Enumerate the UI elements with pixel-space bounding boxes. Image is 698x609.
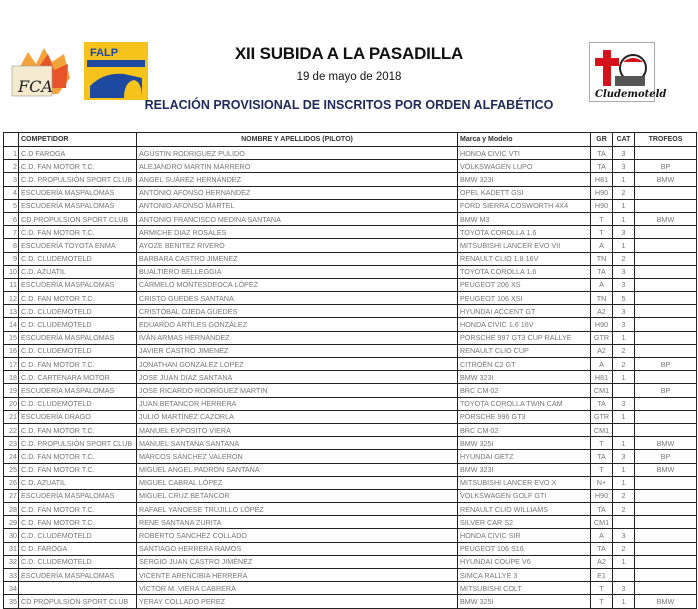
- cell-grupo: T: [591, 437, 613, 450]
- cell-grupo: H81: [591, 173, 613, 186]
- cell-piloto: ARMICHE DIAZ ROSALES: [137, 226, 458, 239]
- cell-trofeos: BP: [635, 384, 697, 397]
- page-subtitle: RELACIÓN PROVISIONAL DE INSCRITOS POR ORDEN ALFABÉTICO: [144, 98, 554, 112]
- cell-trofeos: [635, 226, 697, 239]
- cell-trofeos: BMW: [635, 595, 697, 608]
- cell-trofeos: [635, 555, 697, 568]
- cell-grupo: T: [591, 212, 613, 225]
- page-title: XII SUBIDA A LA PASADILLA: [234, 44, 464, 63]
- cell-grupo: H81: [591, 371, 613, 384]
- cell-trofeos: [635, 278, 697, 291]
- cell-trofeos: [635, 397, 697, 410]
- table-row: [4, 410, 697, 423]
- cell-grupo: TA: [591, 147, 613, 160]
- cell-categoria: [613, 516, 635, 529]
- cell-entry-number: 2: [4, 160, 19, 173]
- cell-piloto: SERGIO JUAN CASTRO JIMÉNEZ: [137, 555, 458, 568]
- cell-grupo: CM1: [591, 423, 613, 436]
- cell-trofeos: BMW: [635, 212, 697, 225]
- cell-grupo: E1: [591, 569, 613, 582]
- cell-grupo: TN: [591, 252, 613, 265]
- cell-categoria: 3: [613, 529, 635, 542]
- cell-grupo: A2: [591, 555, 613, 568]
- cell-marca-modelo: PORSCHE 997 GT3 CUP RALLYE: [458, 331, 591, 344]
- cell-marca-modelo: HYUNDAI COUPE V6: [458, 555, 591, 568]
- cell-competidor: C.D. CLUDEMOTELD: [19, 252, 137, 265]
- cell-competidor: CD PROPULSION SPORT CLUB: [19, 595, 137, 608]
- cell-categoria: 1: [613, 410, 635, 423]
- cell-competidor: ESCUDERÍA MASPALOMAS: [19, 569, 137, 582]
- cell-categoria: 1: [613, 476, 635, 489]
- cell-categoria: 3: [613, 318, 635, 331]
- cell-entry-number: 16: [4, 344, 19, 357]
- cell-trofeos: [635, 186, 697, 199]
- cell-entry-number: 23: [4, 437, 19, 450]
- cell-grupo: TA: [591, 265, 613, 278]
- cell-categoria: [613, 423, 635, 436]
- col-number: [4, 133, 19, 147]
- cell-competidor: C.D. AZUATIL: [19, 476, 137, 489]
- cell-trofeos: BP: [635, 450, 697, 463]
- cell-marca-modelo: HONDA CIVIC VTI: [458, 147, 591, 160]
- table-row: [4, 569, 697, 582]
- col-trofeos: TROFEOS: [635, 133, 697, 147]
- cell-piloto: MIGUEL ANGEL PADRON SANTANA: [137, 463, 458, 476]
- cell-competidor: C.D. FAN MOTOR T.C.: [19, 450, 137, 463]
- cell-grupo: TN: [591, 292, 613, 305]
- cell-piloto: JAVIER CASTRO JIMENEZ: [137, 344, 458, 357]
- cell-marca-modelo: PEUGEOT 206 XS: [458, 278, 591, 291]
- table-row: [4, 199, 697, 212]
- cell-categoria: [613, 569, 635, 582]
- cell-grupo: A2: [591, 344, 613, 357]
- cell-competidor: CD PROPULSION SPORT CLUB: [19, 212, 137, 225]
- cell-competidor: C.D. FAN MOTOR T.C.: [19, 423, 137, 436]
- cell-competidor: C.D. PROPULSIÓN SPORT CLUB: [19, 437, 137, 450]
- table-row: [4, 186, 697, 199]
- svg-text:Cludemoteld: Cludemoteld: [595, 89, 667, 100]
- cell-trofeos: [635, 318, 697, 331]
- cell-categoria: 1: [613, 555, 635, 568]
- cell-grupo: H90: [591, 199, 613, 212]
- col-competidor: COMPETIDOR: [19, 133, 137, 147]
- table-row: [4, 516, 697, 529]
- cell-piloto: JOSE JUAN DIAZ SANTANA: [137, 371, 458, 384]
- cell-categoria: 2: [613, 358, 635, 371]
- cell-entry-number: 29: [4, 516, 19, 529]
- cell-entry-number: 34: [4, 582, 19, 595]
- table-row: [4, 384, 697, 397]
- table-row: [4, 147, 697, 160]
- cell-grupo: A: [591, 529, 613, 542]
- table-row: [4, 358, 697, 371]
- cell-trofeos: [635, 292, 697, 305]
- cell-categoria: 1: [613, 173, 635, 186]
- cell-competidor: C.D. CLUDEMOTELD: [19, 555, 137, 568]
- table-row: [4, 226, 697, 239]
- cell-categoria: 3: [613, 582, 635, 595]
- cell-marca-modelo: BMW 323I: [458, 463, 591, 476]
- cell-grupo: H90: [591, 318, 613, 331]
- cell-competidor: C.D FAROGA: [19, 147, 137, 160]
- cell-entry-number: 18: [4, 371, 19, 384]
- cell-piloto: IVÁN ARMAS HERNÁNDEZ: [137, 331, 458, 344]
- table-row: [4, 489, 697, 502]
- cell-entry-number: 5: [4, 199, 19, 212]
- cell-marca-modelo: PORSCHE 996 GT3: [458, 410, 591, 423]
- table-row: [4, 423, 697, 436]
- cell-marca-modelo: BMW 325I: [458, 595, 591, 608]
- cell-categoria: 3: [613, 160, 635, 173]
- cell-trofeos: [635, 569, 697, 582]
- cell-piloto: AGUSTIN RODRIGUEZ PULIDO: [137, 147, 458, 160]
- cell-categoria: 1: [613, 595, 635, 608]
- cell-piloto: JONATHAN GONZALEZ LOPEZ: [137, 358, 458, 371]
- cell-grupo: H90: [591, 186, 613, 199]
- col-piloto: NOMBRE Y APELLIDOS (PILOTO): [137, 133, 458, 147]
- cell-piloto: ANTONIO FRANCISCO MEDINA SANTANA: [137, 212, 458, 225]
- cell-competidor: C.D. FAN MOTOR T.C.: [19, 160, 137, 173]
- cell-piloto: EDUARDO ARTILES GONZÁLEZ: [137, 318, 458, 331]
- cell-categoria: 1: [613, 371, 635, 384]
- entries-table: [3, 132, 697, 609]
- cell-marca-modelo: HONDA CIVIC 1.6 16V: [458, 318, 591, 331]
- table-row: [4, 529, 697, 542]
- cell-piloto: BUALTIERO BELLEGGIA: [137, 265, 458, 278]
- table-row: [4, 160, 697, 173]
- cell-marca-modelo: MITSUBISHI COLT: [458, 582, 591, 595]
- cell-marca-modelo: BMW 325I: [458, 437, 591, 450]
- table-row: [4, 212, 697, 225]
- col-gr: GR: [591, 133, 613, 147]
- cell-trofeos: [635, 542, 697, 555]
- cell-marca-modelo: TOYOTA COROLLA TWIN CAM: [458, 397, 591, 410]
- cell-marca-modelo: SIMCA RALLYE 3: [458, 569, 591, 582]
- cell-marca-modelo: SILVER CAR S2: [458, 516, 591, 529]
- table-row: [4, 450, 697, 463]
- cell-competidor: C.D. FAN MOTOR T.C.: [19, 463, 137, 476]
- table-header-row: [4, 133, 697, 147]
- cell-categoria: 3: [613, 147, 635, 160]
- cell-piloto: CRISTÓBAL OJEDA GUEDES: [137, 305, 458, 318]
- cell-grupo: T: [591, 463, 613, 476]
- cell-trofeos: [635, 344, 697, 357]
- cell-grupo: TA: [591, 450, 613, 463]
- table-row: [4, 476, 697, 489]
- cell-trofeos: BMW: [635, 463, 697, 476]
- cell-grupo: GTR: [591, 331, 613, 344]
- cell-marca-modelo: MITSUBISHI LANCER EVO VII: [458, 239, 591, 252]
- cell-competidor: ESCUDERÍA TOYOTA ENMA: [19, 239, 137, 252]
- cell-piloto: RENE SANTANA ZURITA: [137, 516, 458, 529]
- cell-marca-modelo: FORD SIERRA COSWORTH 4X4: [458, 199, 591, 212]
- cell-grupo: A: [591, 239, 613, 252]
- cell-marca-modelo: VOLKSWAGEN LUPO: [458, 160, 591, 173]
- cell-categoria: 2: [613, 186, 635, 199]
- cell-competidor: C.D. PROPULSIÓN SPORT CLUB: [19, 173, 137, 186]
- cell-categoria: 1: [613, 463, 635, 476]
- cell-trofeos: BMW: [635, 173, 697, 186]
- cell-entry-number: 3: [4, 173, 19, 186]
- cell-competidor: C.D. FAROGA: [19, 542, 137, 555]
- cell-categoria: 3: [613, 305, 635, 318]
- cell-trofeos: [635, 239, 697, 252]
- cell-trofeos: [635, 489, 697, 502]
- cell-piloto: MANUEL EXPOSITO VIERA: [137, 423, 458, 436]
- cell-categoria: 2: [613, 344, 635, 357]
- cell-marca-modelo: BMW 323I: [458, 371, 591, 384]
- cell-competidor: ESCUDERÍA MASPALOMAS: [19, 186, 137, 199]
- cell-trofeos: [635, 305, 697, 318]
- table-row: [4, 555, 697, 568]
- cell-piloto: ROBERTO SANCHEZ COLLADO: [137, 529, 458, 542]
- cell-trofeos: [635, 265, 697, 278]
- cell-entry-number: 12: [4, 292, 19, 305]
- cell-competidor: C.D. FAN MOTOR T.C.: [19, 292, 137, 305]
- table-row: [4, 173, 697, 186]
- cell-trofeos: BP: [635, 358, 697, 371]
- cell-categoria: 3: [613, 265, 635, 278]
- cell-marca-modelo: CITROËN C2 GT: [458, 358, 591, 371]
- cell-piloto: ALEJANDRO MARTIN MARRERO: [137, 160, 458, 173]
- table-row: [4, 542, 697, 555]
- cell-grupo: TA: [591, 160, 613, 173]
- cell-piloto: SANTIAGO HERRERA RAMOS: [137, 542, 458, 555]
- cell-entry-number: 22: [4, 423, 19, 436]
- cell-competidor: ESCUDERÍA DRAGO: [19, 410, 137, 423]
- cell-trofeos: [635, 147, 697, 160]
- cell-competidor: ESCUDERÍA MASPALOMAS: [19, 384, 137, 397]
- cell-competidor: ESCUDERÍA MASPALOMAS: [19, 199, 137, 212]
- cell-competidor: C.D. CARTENARA MOTOR: [19, 371, 137, 384]
- cell-piloto: MANUEL SANTANA SANTANA: [137, 437, 458, 450]
- cell-piloto: ANGEL SUÁREZ HERNÁNDEZ: [137, 173, 458, 186]
- event-date: 19 de mayo de 2018: [296, 71, 402, 83]
- cell-competidor: ESCUDERÍA MASPALOMAS: [19, 278, 137, 291]
- cell-trofeos: [635, 516, 697, 529]
- cell-trofeos: BP: [635, 160, 697, 173]
- cell-entry-number: 13: [4, 305, 19, 318]
- cell-piloto: AYOZE BENITEZ RIVERO: [137, 239, 458, 252]
- cell-categoria: 3: [613, 226, 635, 239]
- cell-competidor: C.D. CLUDEMOTELD: [19, 344, 137, 357]
- cell-marca-modelo: TOYOTA COROLLA 1.6: [458, 226, 591, 239]
- cell-marca-modelo: BRC CM 02: [458, 384, 591, 397]
- cell-entry-number: 10: [4, 265, 19, 278]
- cell-grupo: TA: [591, 503, 613, 516]
- cell-grupo: TA: [591, 397, 613, 410]
- cell-piloto: MIGUEL CRUZ BETANCOR: [137, 489, 458, 502]
- table-row: [4, 371, 697, 384]
- table-row: [4, 278, 697, 291]
- cell-marca-modelo: BMW M3: [458, 212, 591, 225]
- cell-competidor: C.D. FAN MOTOR T.C.: [19, 358, 137, 371]
- cell-competidor: C.D. FAN MOTOR T.C.: [19, 226, 137, 239]
- cell-entry-number: 33: [4, 569, 19, 582]
- cell-entry-number: 21: [4, 410, 19, 423]
- table-row: [4, 397, 697, 410]
- cell-marca-modelo: PEUGEOT 106 S16: [458, 542, 591, 555]
- cell-piloto: MARCOS SÁNCHEZ VALERON: [137, 450, 458, 463]
- cell-grupo: T: [591, 595, 613, 608]
- cell-piloto: MIGUEL CABRAL LÓPEZ: [137, 476, 458, 489]
- cell-marca-modelo: RENAULT CLIO 1.8 16V: [458, 252, 591, 265]
- table-row: [4, 265, 697, 278]
- cell-marca-modelo: HYUNDAI GETZ: [458, 450, 591, 463]
- cell-trofeos: [635, 582, 697, 595]
- table-row: [4, 595, 697, 608]
- cell-piloto: CRISTO GUEDES SANTANA: [137, 292, 458, 305]
- cell-entry-number: 7: [4, 226, 19, 239]
- cell-piloto: JULIO MARTÍNEZ CAZORLA: [137, 410, 458, 423]
- cell-entry-number: 24: [4, 450, 19, 463]
- cell-grupo: A2: [591, 305, 613, 318]
- cell-piloto: ANTONIO AFONSO HERNANDEZ: [137, 186, 458, 199]
- table-row: [4, 305, 697, 318]
- cell-trofeos: [635, 331, 697, 344]
- cell-categoria: 1: [613, 212, 635, 225]
- cell-piloto: BARBARA CASTRO JIMENEZ: [137, 252, 458, 265]
- cell-entry-number: 8: [4, 239, 19, 252]
- cell-entry-number: 35: [4, 595, 19, 608]
- cell-entry-number: 26: [4, 476, 19, 489]
- cell-competidor: C.D. CLUDEMOTELD: [19, 529, 137, 542]
- cell-entry-number: 15: [4, 331, 19, 344]
- cell-grupo: H90: [591, 489, 613, 502]
- cell-competidor: ESCUDERÍA MASPALOMAS: [19, 331, 137, 344]
- cell-grupo: N+: [591, 476, 613, 489]
- cell-competidor: [19, 582, 137, 595]
- cell-categoria: 1: [613, 239, 635, 252]
- cell-categoria: 3: [613, 278, 635, 291]
- cell-marca-modelo: RENAULT CLIO WILLIAMS: [458, 503, 591, 516]
- cell-marca-modelo: PEUGEOT 106 XSI: [458, 292, 591, 305]
- cell-categoria: 3: [613, 450, 635, 463]
- cell-marca-modelo: MITSUBISHI LANCER EVO X: [458, 476, 591, 489]
- cell-competidor: C.D. CLUDEMOTELD: [19, 305, 137, 318]
- cell-categoria: [613, 384, 635, 397]
- cell-entry-number: 20: [4, 397, 19, 410]
- cell-piloto: RAFAEL YANOESE TRUJILLO LÓPEZ: [137, 503, 458, 516]
- cell-marca-modelo: TOYOTA COROLLA 1.6: [458, 265, 591, 278]
- cell-entry-number: 19: [4, 384, 19, 397]
- cell-grupo: GTR: [591, 410, 613, 423]
- cell-entry-number: 17: [4, 358, 19, 371]
- cell-trofeos: [635, 423, 697, 436]
- col-marca-modelo: Marca y Modelo: [458, 133, 591, 147]
- cell-trofeos: [635, 199, 697, 212]
- cell-entry-number: 31: [4, 542, 19, 555]
- table-row: [4, 437, 697, 450]
- cell-entry-number: 14: [4, 318, 19, 331]
- cell-categoria: 1: [613, 331, 635, 344]
- cell-trofeos: [635, 476, 697, 489]
- cell-marca-modelo: BMW 323I: [458, 173, 591, 186]
- cell-piloto: JUAN BETANCOR HERRERA: [137, 397, 458, 410]
- cell-competidor: C.D. AZUATIL: [19, 265, 137, 278]
- cell-piloto: VÍCTOR M. VIERA CABRERA: [137, 582, 458, 595]
- table-row: [4, 582, 697, 595]
- cell-trofeos: [635, 371, 697, 384]
- cell-piloto: CARMELO MONTESDEOCA LÓPEZ: [137, 278, 458, 291]
- cell-piloto: VICENTE ARENCIBIA HERRERA: [137, 569, 458, 582]
- cell-piloto: JOSE RICARDO RODRÍGUEZ MARTIN: [137, 384, 458, 397]
- cell-entry-number: 25: [4, 463, 19, 476]
- cell-marca-modelo: HYUNDAI ACCENT GT: [458, 305, 591, 318]
- cell-grupo: A: [591, 278, 613, 291]
- table-row: [4, 331, 697, 344]
- cell-grupo: CM1: [591, 384, 613, 397]
- cell-categoria: 2: [613, 542, 635, 555]
- table-row: [4, 318, 697, 331]
- cell-entry-number: 11: [4, 278, 19, 291]
- table-row: [4, 344, 697, 357]
- cell-marca-modelo: RENAULT CLIO CUP: [458, 344, 591, 357]
- col-cat: CAT: [613, 133, 635, 147]
- cell-competidor: C.D. CLUDEMOTELD: [19, 397, 137, 410]
- cell-entry-number: 6: [4, 212, 19, 225]
- cell-piloto: ANTONIO AFONSO MARTEL: [137, 199, 458, 212]
- cell-competidor: ESCUDERÍA MASPALOMAS: [19, 489, 137, 502]
- table-row: [4, 503, 697, 516]
- cell-competidor: C.D. CLUDEMOTELD: [19, 318, 137, 331]
- cell-trofeos: [635, 503, 697, 516]
- cell-trofeos: [635, 410, 697, 423]
- cell-categoria: 2: [613, 489, 635, 502]
- cell-piloto: YERAY COLLADO PEREZ: [137, 595, 458, 608]
- cell-competidor: C.D. FAN MOTOR T.C.: [19, 503, 137, 516]
- table-row: [4, 239, 697, 252]
- table-row: [4, 292, 697, 305]
- cell-entry-number: 30: [4, 529, 19, 542]
- svg-text:FCA: FCA: [18, 77, 53, 96]
- cell-marca-modelo: HONDA CIVIC SIR: [458, 529, 591, 542]
- cell-entry-number: 32: [4, 555, 19, 568]
- cell-categoria: 1: [613, 437, 635, 450]
- cell-entry-number: 4: [4, 186, 19, 199]
- table-row: [4, 252, 697, 265]
- cell-grupo: CM1: [591, 516, 613, 529]
- cell-grupo: T: [591, 226, 613, 239]
- cell-marca-modelo: VOLKSWAGEN GOLF GTI: [458, 489, 591, 502]
- cell-entry-number: 1: [4, 147, 19, 160]
- cell-marca-modelo: OPEL KADETT GSI: [458, 186, 591, 199]
- cell-trofeos: [635, 529, 697, 542]
- cell-trofeos: BMW: [635, 437, 697, 450]
- cell-categoria: 5: [613, 292, 635, 305]
- cell-grupo: T: [591, 582, 613, 595]
- cell-marca-modelo: BRC CM 02: [458, 423, 591, 436]
- cell-categoria: 1: [613, 199, 635, 212]
- cell-competidor: C.D. FAN MOTOR T.C.: [19, 516, 137, 529]
- cell-entry-number: 27: [4, 489, 19, 502]
- cell-categoria: 2: [613, 503, 635, 516]
- cell-entry-number: 9: [4, 252, 19, 265]
- cell-entry-number: 28: [4, 503, 19, 516]
- svg-text:FALP: FALP: [90, 47, 119, 59]
- cell-categoria: 3: [613, 397, 635, 410]
- table-row: [4, 463, 697, 476]
- cell-trofeos: [635, 252, 697, 265]
- cell-categoria: 2: [613, 252, 635, 265]
- cell-grupo: TA: [591, 542, 613, 555]
- cell-grupo: A: [591, 358, 613, 371]
